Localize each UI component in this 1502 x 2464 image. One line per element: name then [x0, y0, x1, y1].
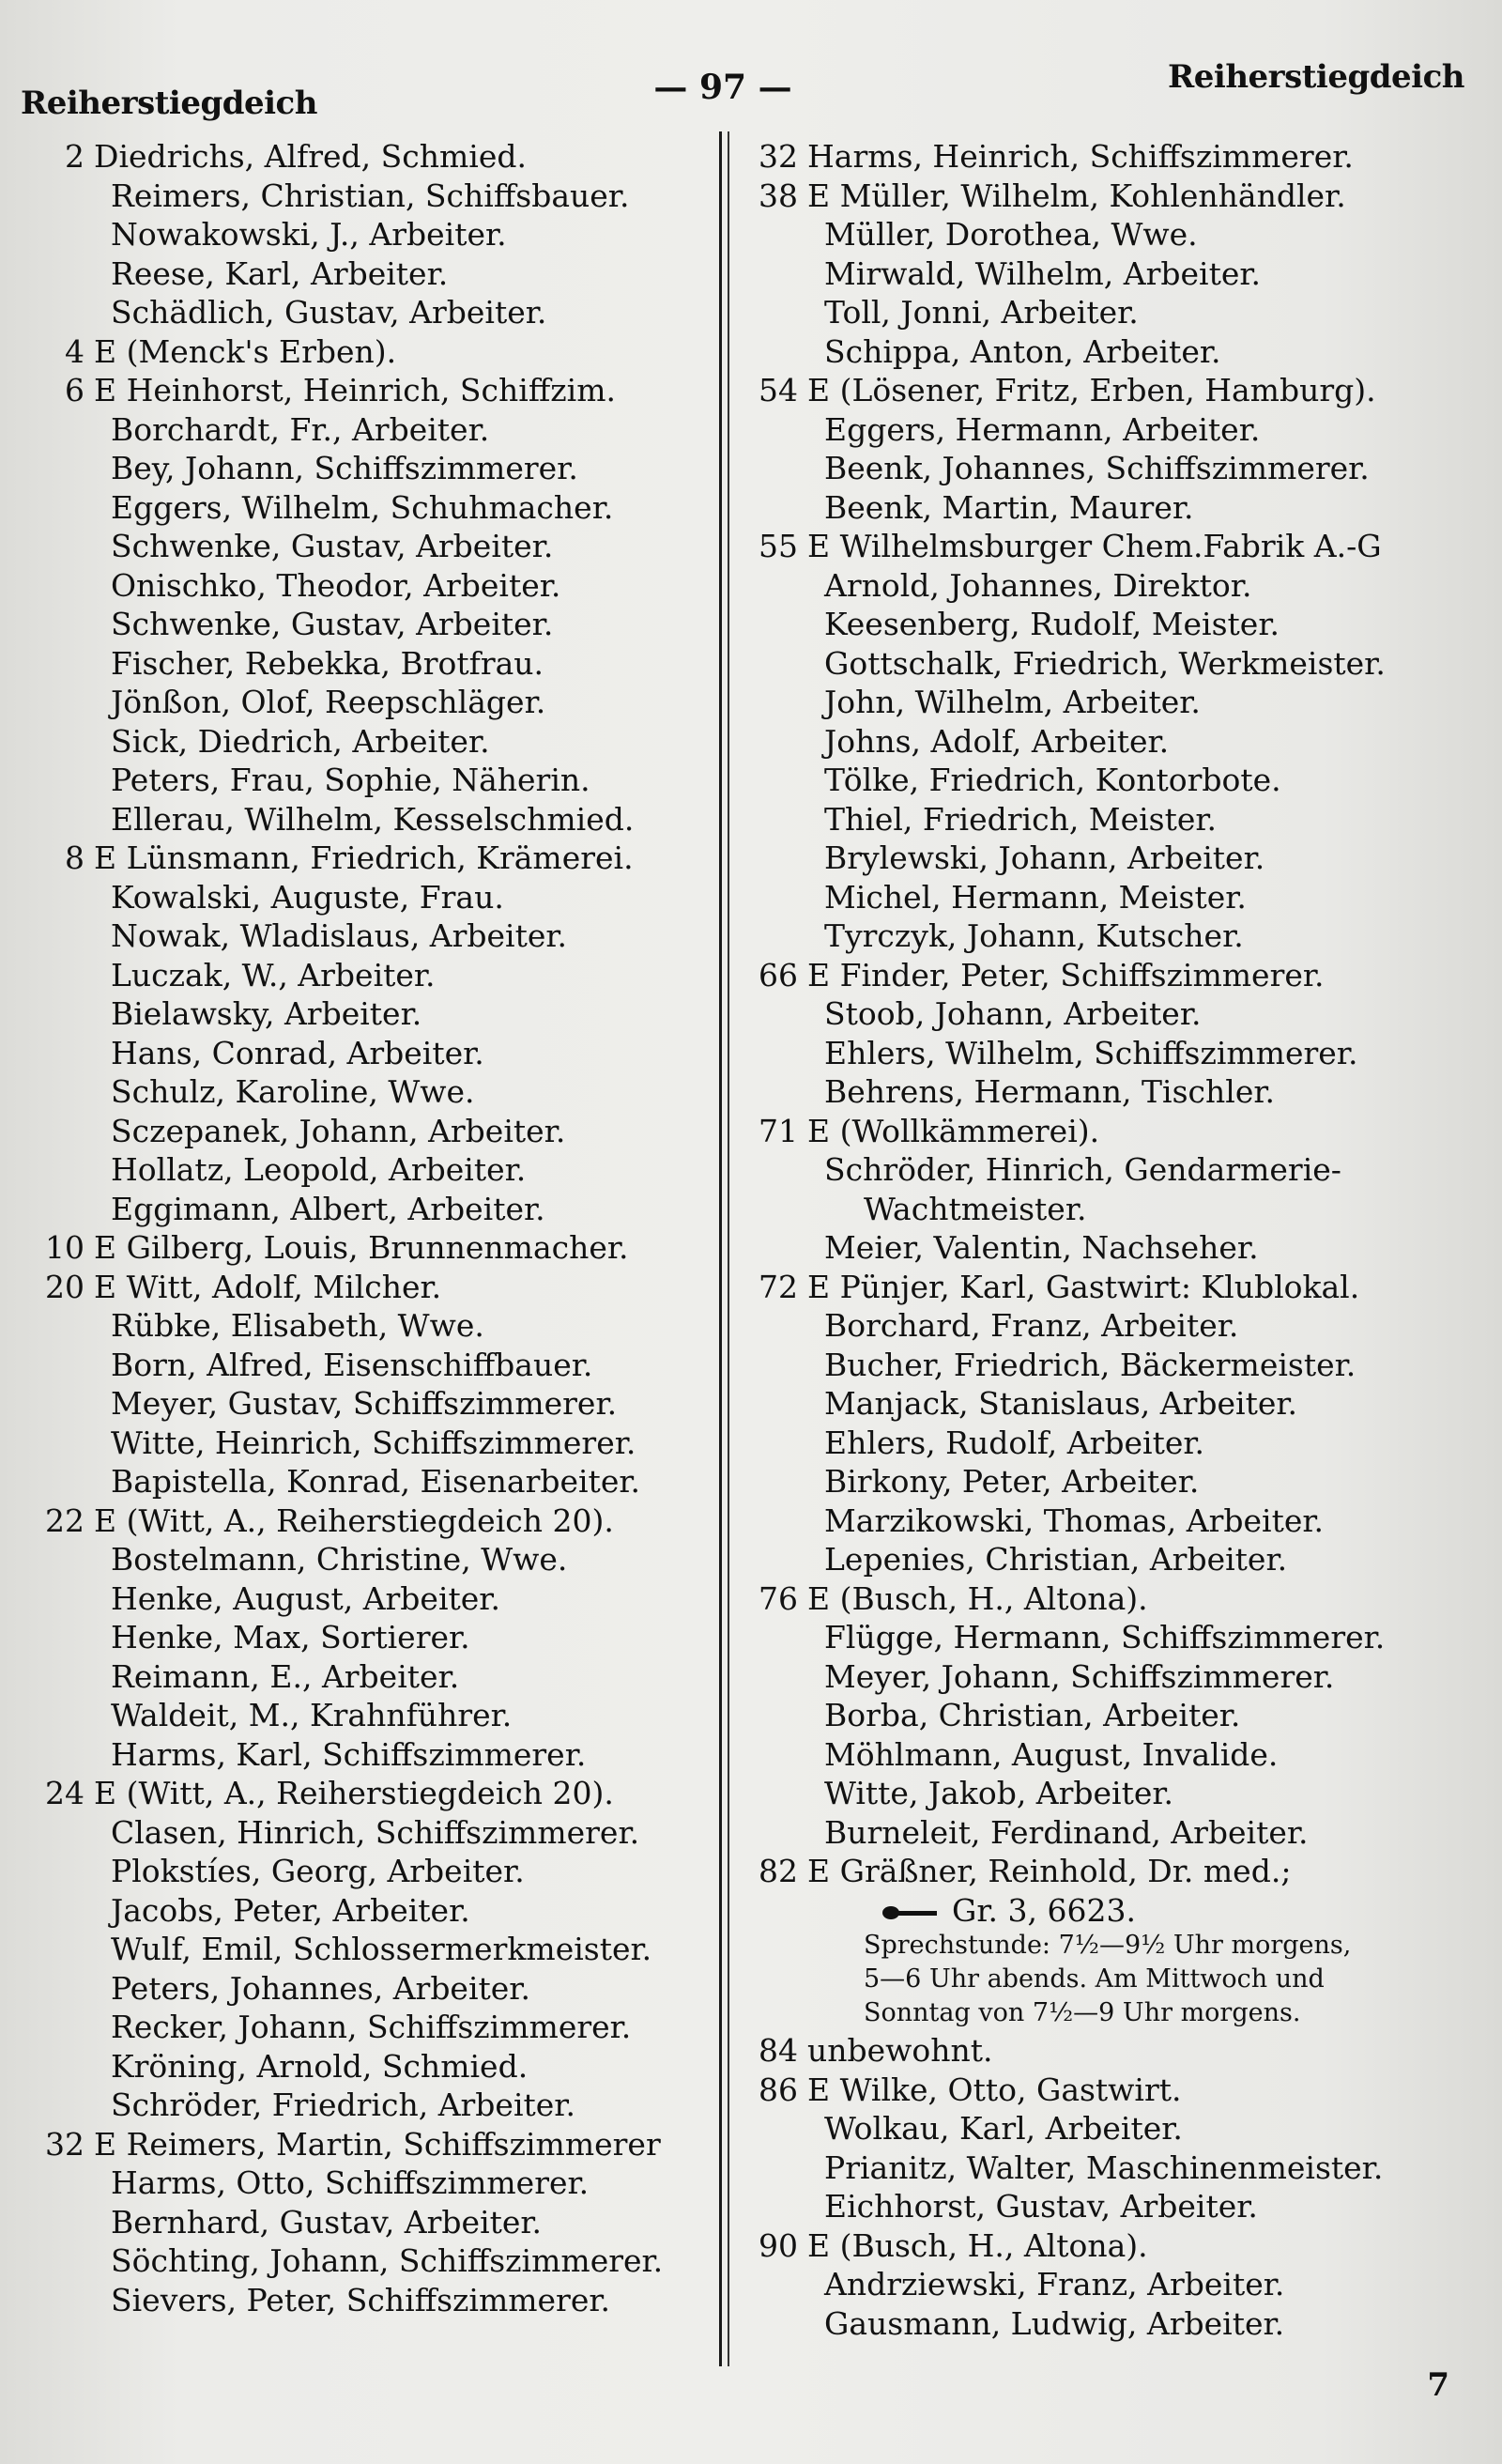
directory-entry: [38, 1930, 713, 1969]
resident-text: E (Wollkämmerei).: [807, 1112, 1100, 1149]
resident-text: Schröder, Friedrich, Arbeiter.: [111, 2087, 575, 2123]
resident-text: Tyrczyk, Johann, Kutscher.: [824, 917, 1244, 954]
resident-text: Reese, Karl, Arbeiter.: [111, 254, 449, 292]
resident-text: Bucher, Friedrich, Bäckermeister.: [824, 1346, 1356, 1383]
resident-text: Tölke, Friedrich, Kontorbote.: [824, 762, 1281, 798]
house-number: 6: [65, 372, 84, 408]
resident-text: Kröning, Arnold, Schmied.: [111, 2047, 529, 2085]
resident-text: Schulz, Karoline, Wwe.: [111, 1073, 475, 1110]
resident-text: Birkony, Peter, Arbeiter.: [824, 1463, 1200, 1500]
house-number: 38: [759, 177, 798, 214]
directory-entry: [38, 332, 713, 372]
column-divider: [719, 131, 722, 2366]
resident-text: Nowak, Wladislaus, Arbeiter.: [111, 917, 568, 954]
directory-entry: [38, 566, 713, 606]
resident-text: Meier, Valentin, Nachseher.: [824, 1229, 1259, 1266]
resident-text: Ehlers, Wilhelm, Schiffszimmerer.: [824, 1034, 1358, 1071]
resident-text: Schwenke, Gustav, Arbeiter.: [111, 606, 554, 642]
resident-text: Jacobs, Peter, Arbeiter.: [111, 1891, 470, 1929]
directory-entry: [751, 2109, 1483, 2148]
resident-text: E Witt, Adolf, Milcher.: [94, 1268, 442, 1305]
directory-entry: [38, 1072, 713, 1112]
telephone-line: [751, 1891, 1483, 1931]
directory-entry: [751, 1190, 1483, 1229]
directory-entry: [38, 1268, 713, 1307]
directory-entry: [751, 916, 1483, 956]
directory-entry: [751, 761, 1483, 800]
resident-text: Recker, Johann, Schiffszimmerer.: [111, 2009, 632, 2045]
directory-entry: [38, 137, 713, 177]
directory-entry: [38, 956, 713, 995]
resident-text: E (Busch, H., Altona).: [807, 2226, 1148, 2264]
directory-entry: [751, 371, 1483, 410]
house-number: 32: [759, 138, 798, 175]
directory-entry: [38, 2203, 713, 2242]
left-column: [38, 137, 713, 2319]
house-number: 24: [45, 1775, 84, 1811]
house-number: 86: [759, 2071, 798, 2108]
directory-entry: [751, 1268, 1483, 1307]
directory-entry: [38, 761, 713, 800]
directory-entry: [751, 956, 1483, 995]
directory-entry: [751, 177, 1483, 216]
resident-text: Michel, Hermann, Meister.: [824, 878, 1247, 916]
house-number: 71: [759, 1112, 798, 1149]
directory-entry: [38, 1112, 713, 1151]
resident-text: Plokstíes, Georg, Arbeiter.: [111, 1853, 525, 1889]
directory-entry: [38, 488, 713, 528]
resident-text: Lepenies, Christian, Arbeiter.: [824, 1541, 1288, 1578]
directory-entry: [38, 2164, 713, 2203]
resident-text: Jönßon, Olof, Reepschläger.: [111, 684, 546, 720]
resident-text: E Wilke, Otto, Gastwirt.: [807, 2071, 1182, 2108]
column-divider-inner: [728, 131, 729, 2366]
directory-entry: [38, 800, 713, 839]
resident-text: Eichhorst, Gustav, Arbeiter.: [824, 2188, 1258, 2225]
directory-entry: [751, 410, 1483, 450]
directory-entry: [751, 1424, 1483, 1463]
resident-text: John, Wilhelm, Arbeiter.: [824, 684, 1201, 720]
directory-entry: [751, 1384, 1483, 1424]
resident-text: Schröder, Hinrich, Gendarmerie-: [824, 1151, 1341, 1188]
resident-text: Keesenberg, Rudolf, Meister.: [824, 606, 1280, 642]
resident-text: Sick, Diedrich, Arbeiter.: [111, 722, 490, 760]
resident-text: Wolkau, Karl, Arbeiter.: [824, 2110, 1183, 2147]
resident-text: E (Lösener, Fritz, Erben, Hamburg).: [807, 372, 1376, 408]
resident-text: Fischer, Rebekka, Brotfrau.: [111, 644, 544, 682]
directory-entry: [751, 1696, 1483, 1735]
resident-text: Toll, Jonni, Arbeiter.: [824, 294, 1139, 331]
directory-entry: [751, 839, 1483, 878]
directory-entry: [38, 1462, 713, 1502]
directory-entry: [38, 1346, 713, 1385]
telephone-number: Gr. 3, 6623.: [952, 1891, 1136, 1929]
resident-text: Brylewski, Johann, Arbeiter.: [824, 839, 1265, 876]
resident-text: Harms, Heinrich, Schiffszimmerer.: [807, 138, 1354, 175]
directory-entry: [38, 215, 713, 254]
directory-entry: [751, 1072, 1483, 1112]
directory-entry: [751, 1502, 1483, 1541]
house-number: 55: [759, 528, 798, 564]
directory-entry: [751, 449, 1483, 488]
resident-text: Onischko, Theodor, Arbeiter.: [111, 566, 561, 604]
directory-entry: [38, 1306, 713, 1346]
directory-entry: [751, 878, 1483, 917]
resident-text: Eggers, Wilhelm, Schuhmacher.: [111, 488, 614, 526]
resident-text: Clasen, Hinrich, Schiffszimmerer.: [111, 1813, 640, 1851]
directory-entry: [38, 1228, 713, 1268]
directory-entry: [38, 2047, 713, 2087]
resident-text: Johns, Adolf, Arbeiter.: [824, 722, 1170, 760]
resident-text: Marzikowski, Thomas, Arbeiter.: [824, 1502, 1325, 1539]
directory-entry: [751, 1112, 1483, 1151]
directory-entry: [38, 1735, 713, 1775]
directory-entry: [751, 215, 1483, 254]
resident-text: Gottschalk, Friedrich, Werkmeister.: [824, 644, 1386, 682]
resident-text: E (Witt, A., Reiherstiegdeich 20).: [94, 1775, 614, 1811]
resident-text: Witte, Jakob, Arbeiter.: [824, 1775, 1174, 1811]
directory-entry: [751, 1813, 1483, 1853]
resident-text: Eggers, Hermann, Arbeiter.: [824, 410, 1261, 448]
directory-entry: [38, 254, 713, 294]
directory-entry: [38, 1891, 713, 1931]
house-number: 84: [759, 2032, 798, 2069]
resident-text: Arnold, Johannes, Direktor.: [824, 566, 1252, 604]
resident-text: Rübke, Elisabeth, Wwe.: [111, 1307, 484, 1344]
resident-text: Hollatz, Leopold, Arbeiter.: [111, 1151, 527, 1188]
directory-entry: [751, 2071, 1483, 2110]
signature-mark: 7: [1427, 2366, 1449, 2404]
directory-entry: [751, 1462, 1483, 1502]
directory-entry: [751, 2187, 1483, 2226]
directory-entry: [751, 2148, 1483, 2188]
resident-text: Nowakowski, J., Arbeiter.: [111, 216, 507, 253]
resident-text: Reimers, Christian, Schiffsbauer.: [111, 177, 630, 214]
resident-text: Sievers, Peter, Schiffszimmerer.: [111, 2281, 610, 2318]
directory-entry: [38, 994, 713, 1034]
directory-entry: [751, 2304, 1483, 2344]
resident-text: E Gilberg, Louis, Brunnenmacher.: [94, 1229, 629, 1266]
office-hours-line: 5—6 Uhr abends. Am Mittwoch und: [864, 1964, 1325, 1994]
resident-text: Meyer, Johann, Schiffszimmerer.: [824, 1657, 1335, 1695]
directory-entry: [38, 2086, 713, 2125]
directory-entry: [751, 2226, 1483, 2266]
resident-text: Kowalski, Auguste, Frau.: [111, 878, 504, 916]
directory-entry: [751, 137, 1483, 177]
resident-text: Harms, Otto, Schiffszimmerer.: [111, 2164, 590, 2201]
directory-entry: [38, 1696, 713, 1735]
resident-text: Bey, Johann, Schiffszimmerer.: [111, 450, 578, 486]
resident-text: E Wilhelmsburger Chem.Fabrik A.-G: [807, 528, 1382, 564]
resident-text: Eggimann, Albert, Arbeiter.: [111, 1190, 545, 1227]
directory-entry: [38, 2125, 713, 2164]
directory-entry: [751, 1657, 1483, 1697]
resident-text: Born, Alfred, Eisenschiffbauer.: [111, 1346, 593, 1383]
directory-entry: [38, 1969, 713, 2009]
directory-entry: [751, 683, 1483, 722]
resident-text: Schippa, Anton, Arbeiter.: [824, 332, 1221, 370]
resident-text: Möhlmann, August, Invalide.: [824, 1735, 1279, 1773]
directory-entry: [38, 839, 713, 878]
directory-entry: [751, 2265, 1483, 2304]
house-number: 76: [759, 1579, 798, 1617]
directory-entry: [38, 605, 713, 644]
page-header: [0, 58, 1502, 122]
directory-entry: [38, 293, 713, 332]
house-number: 8: [65, 839, 84, 876]
resident-text: Luczak, W., Arbeiter.: [111, 956, 436, 993]
directory-entry: [751, 293, 1483, 332]
office-hours-line: Sonntag von 7½—9 Uhr morgens.: [864, 1998, 1301, 2027]
directory-entry: [38, 1034, 713, 1073]
resident-text: Borchardt, Fr., Arbeiter.: [111, 410, 490, 448]
resident-text: Witte, Heinrich, Schiffszimmerer.: [111, 1424, 636, 1461]
directory-entry: [38, 1540, 713, 1579]
resident-text: E Reimers, Martin, Schiffszimmerer: [94, 2125, 661, 2163]
directory-entry: [751, 1618, 1483, 1657]
resident-text: Thiel, Friedrich, Meister.: [824, 800, 1218, 838]
house-number: 2: [65, 138, 84, 175]
directory-entry: [38, 371, 713, 410]
office-hours-line: Sprechstunde: 7½—9½ Uhr morgens,: [864, 1931, 1352, 1960]
resident-text: Burneleit, Ferdinand, Arbeiter.: [824, 1813, 1309, 1851]
resident-text: E Heinhorst, Heinrich, Schiffzim.: [94, 372, 616, 408]
directory-entry: [38, 2241, 713, 2281]
resident-text: E (Busch, H., Altona).: [807, 1579, 1148, 1617]
directory-entry: [751, 800, 1483, 839]
resident-text: Sczepanek, Johann, Arbeiter.: [111, 1112, 566, 1149]
directory-entry: [751, 1346, 1483, 1385]
resident-text: Ehlers, Rudolf, Arbeiter.: [824, 1424, 1205, 1461]
directory-entry: [751, 1540, 1483, 1579]
directory-entry: [38, 1618, 713, 1657]
directory-entry: [751, 527, 1483, 566]
directory-entry: [38, 916, 713, 956]
directory-entry: [38, 1579, 713, 1619]
resident-text: Reimann, E., Arbeiter.: [111, 1657, 460, 1695]
directory-entry: [38, 449, 713, 488]
resident-text: Hans, Conrad, Arbeiter.: [111, 1034, 484, 1071]
house-number: 4: [65, 332, 84, 370]
resident-text: Diedrichs, Alfred, Schmied.: [94, 138, 527, 175]
directory-entry: [751, 1579, 1483, 1619]
resident-text: Peters, Frau, Sophie, Näherin.: [111, 762, 590, 798]
resident-text: E Gräßner, Reinhold, Dr. med.;: [807, 1853, 1292, 1889]
directory-entry: [751, 1228, 1483, 1268]
telephone-key-icon: [882, 1906, 939, 1919]
resident-text: Waldeit, M., Krahnführer.: [111, 1697, 513, 1733]
directory-entry: [751, 254, 1483, 294]
house-number: 10: [45, 1229, 84, 1266]
directory-entry: [751, 1034, 1483, 1073]
directory-entry: [38, 644, 713, 684]
directory-entry: [38, 1852, 713, 1891]
directory-entry: [38, 1774, 713, 1813]
resident-text: Mirwald, Wilhelm, Arbeiter.: [824, 254, 1261, 292]
directory-entry: [751, 644, 1483, 684]
directory-entry: [38, 1150, 713, 1190]
directory-entry: [751, 488, 1483, 528]
directory-entry: [38, 2008, 713, 2047]
resident-text: Bostelmann, Christine, Wwe.: [111, 1541, 568, 1578]
directory-entry: [38, 878, 713, 917]
resident-text: E Pünjer, Karl, Gastwirt: Klublokal.: [807, 1268, 1360, 1305]
directory-entry: [38, 177, 713, 216]
directory-entry: [751, 1852, 1483, 1891]
house-number: 20: [45, 1268, 84, 1305]
directory-entry: [38, 722, 713, 762]
resident-text: Wachtmeister.: [864, 1190, 1087, 1227]
resident-text: E Finder, Peter, Schiffszimmerer.: [807, 956, 1325, 993]
directory-entry: [751, 994, 1483, 1034]
header-street-left: Reiherstiegdeich: [21, 85, 317, 122]
resident-text: Prianitz, Walter, Maschinenmeister.: [824, 2148, 1384, 2186]
directory-entry: [751, 1735, 1483, 1775]
resident-text: Behrens, Hermann, Tischler.: [824, 1073, 1275, 1110]
directory-entry: [38, 1502, 713, 1541]
header-street-right: Reiherstiegdeich: [1168, 58, 1464, 96]
directory-entry: [38, 527, 713, 566]
resident-text: Stoob, Johann, Arbeiter.: [824, 995, 1202, 1032]
house-number: 22: [45, 1502, 84, 1539]
directory-entry: [751, 1774, 1483, 1813]
house-number: 72: [759, 1268, 798, 1305]
directory-entry: [38, 1384, 713, 1424]
right-column: [751, 137, 1483, 2343]
directory-entry: [751, 2031, 1483, 2071]
directory-entry: [38, 1657, 713, 1697]
resident-text: E (Menck's Erben).: [94, 332, 397, 370]
directory-entry: [751, 332, 1483, 372]
resident-text: Beenk, Johannes, Schiffszimmerer.: [824, 450, 1370, 486]
resident-text: Wulf, Emil, Schlossermerkmeister.: [111, 1931, 652, 1967]
resident-text: unbewohnt.: [807, 2032, 993, 2069]
resident-text: Söchting, Johann, Schiffszimmerer.: [111, 2242, 664, 2279]
resident-text: Müller, Dorothea, Wwe.: [824, 216, 1198, 253]
directory-entry: [751, 1150, 1483, 1190]
resident-text: Schädlich, Gustav, Arbeiter.: [111, 294, 547, 331]
resident-text: E Lünsmann, Friedrich, Krämerei.: [94, 839, 634, 876]
directory-entry: [38, 2281, 713, 2320]
house-number: 66: [759, 956, 798, 993]
resident-text: Bernhard, Gustav, Arbeiter.: [111, 2203, 543, 2241]
house-number: 82: [759, 1853, 798, 1889]
directory-entry: [38, 1424, 713, 1463]
resident-text: Borba, Christian, Arbeiter.: [824, 1697, 1241, 1733]
resident-text: E Müller, Wilhelm, Kohlenhändler.: [807, 177, 1346, 214]
resident-text: Harms, Karl, Schiffszimmerer.: [111, 1735, 587, 1773]
directory-entry: [38, 1190, 713, 1229]
resident-text: Andrziewski, Franz, Arbeiter.: [824, 2266, 1285, 2302]
resident-text: Flügge, Hermann, Schiffszimmerer.: [824, 1619, 1386, 1656]
resident-text: Bapistella, Konrad, Eisenarbeiter.: [111, 1463, 640, 1500]
resident-text: Meyer, Gustav, Schiffszimmerer.: [111, 1385, 618, 1422]
house-number: 90: [759, 2226, 798, 2264]
directory-entry: [38, 410, 713, 450]
house-number: 32: [45, 2125, 84, 2163]
resident-text: Gausmann, Ludwig, Arbeiter.: [824, 2304, 1285, 2342]
directory-entry: [38, 683, 713, 722]
resident-text: Manjack, Stanislaus, Arbeiter.: [824, 1385, 1298, 1422]
resident-text: Henke, August, Arbeiter.: [111, 1579, 500, 1617]
resident-text: Borchard, Franz, Arbeiter.: [824, 1307, 1239, 1344]
page-number: — 97 —: [653, 68, 792, 107]
resident-text: Ellerau, Wilhelm, Kesselschmied.: [111, 800, 635, 838]
directory-entry: [751, 1306, 1483, 1346]
directory-entry: [751, 722, 1483, 762]
resident-text: Bielawsky, Arbeiter.: [111, 995, 422, 1032]
directory-entry: [38, 1813, 713, 1853]
house-number: 54: [759, 372, 798, 408]
resident-text: Schwenke, Gustav, Arbeiter.: [111, 528, 554, 564]
directory-entry: [751, 566, 1483, 606]
resident-text: Peters, Johannes, Arbeiter.: [111, 1969, 530, 2007]
resident-text: E (Witt, A., Reiherstiegdeich 20).: [94, 1502, 614, 1539]
resident-text: Henke, Max, Sortierer.: [111, 1619, 470, 1656]
resident-text: Beenk, Martin, Maurer.: [824, 488, 1194, 526]
directory-entry: [751, 605, 1483, 644]
